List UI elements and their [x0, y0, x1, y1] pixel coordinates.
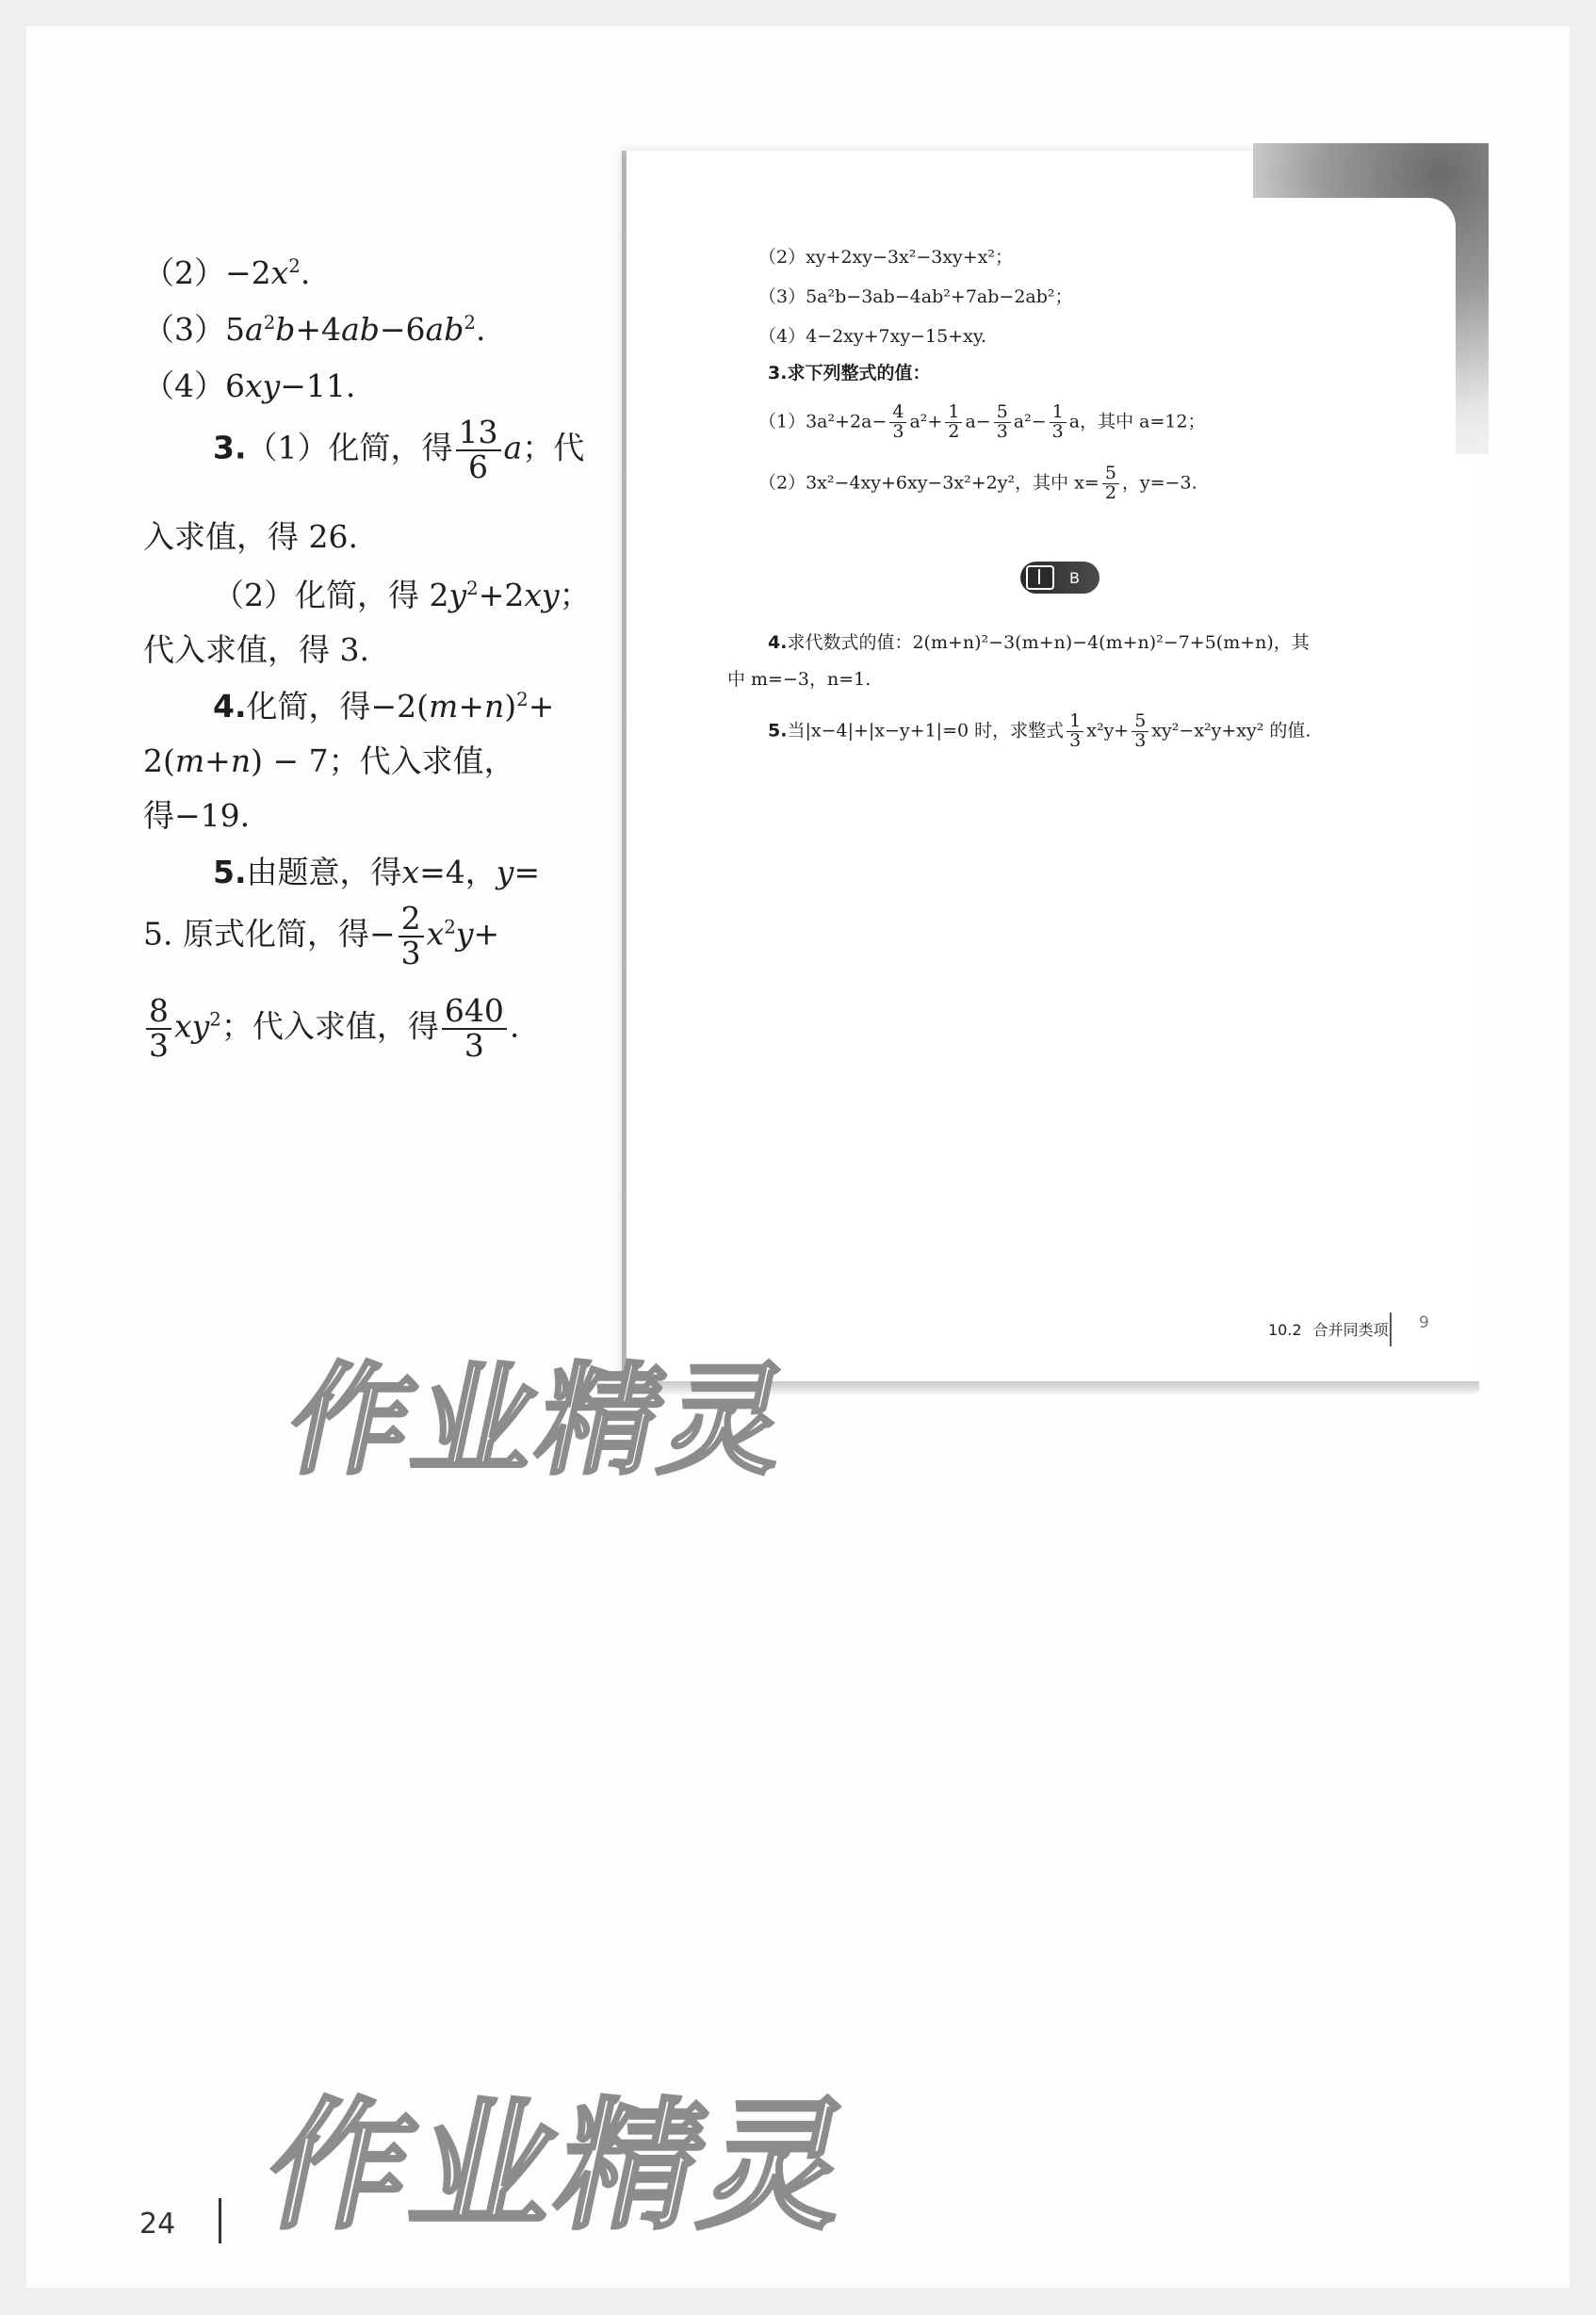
footer-divider	[1390, 1312, 1392, 1346]
answer-3-2: （2）化简，得 $2y^2+2xy$；	[213, 577, 591, 613]
book-icon	[1026, 565, 1054, 590]
watermark-bottom: 作业精灵	[252, 2085, 869, 2249]
answer-5-cont: 5. 原式化简，得− $\frac{2}{3}$ $x^2y+$	[143, 900, 500, 971]
answer-2-4: （4）6xy−11.	[143, 367, 356, 404]
embedded-page-number: 9	[1419, 1313, 1429, 1332]
answer-3-1: 3.（1）化简，得 $\frac{13}{6}$ a；代	[213, 414, 585, 485]
embedded-footer-section: 10.2 合并同类项	[1268, 1321, 1389, 1339]
answer-2-2: $(2)-2x^2$.	[143, 254, 311, 291]
answer-5-result: $\frac{8}{3}$ $xy^2$；代入求值，得 $\frac{640}{3}$ .	[143, 995, 519, 1062]
exercise-2-3: （3）5a²b−3ab−4ab²+7ab−2ab²；	[758, 286, 1073, 307]
page-number-divider	[219, 2198, 221, 2243]
exercise-5: 5.当|x−4|+|x−y+1|=0 时，求整式 $\frac{1}{3}$ x²y+ $\frac{5}{3}$ xy²−x²y+xy² 的值.	[768, 710, 1311, 751]
answer-2-3: $(3)5a^2b+4ab-6ab^2$.	[143, 311, 486, 348]
exercise-2-2: （2）xy+2xy−3x²−3xy+x²；	[758, 247, 1014, 268]
answer-4-result: 得−19.	[143, 797, 251, 834]
exercise-4: 4.求代数式的值：2(m+n)²−3(m+n)−4(m+n)²−7+5(m+n)，其	[768, 632, 1310, 653]
answer-3-1-cont: 入求值，得 26.	[143, 518, 358, 555]
exercise-3-2: （2）3x²−4xy+6xy−3x²+2y²，其中 x= $\frac{5}{2}$ ，y=−3.	[758, 463, 1197, 503]
answer-5: 5.由题意，得x=4，y=	[213, 854, 541, 890]
exercise-4-cont: 中 m=−3，n=1.	[727, 669, 871, 690]
answer-4-cont: 2(m+n) − 7；代入求值，	[143, 742, 515, 779]
answer-4: 4.化简，得$-2(m+n)^2+$	[213, 688, 555, 725]
answer-3-2-cont: 代入求值，得 3.	[143, 631, 369, 668]
exercise-2-4: （4）4−2xy+7xy−15+xy.	[758, 326, 987, 347]
level-b-badge: B	[1020, 562, 1099, 594]
exercise-3-title: 3.求下列整式的值：	[768, 363, 931, 383]
watermark-top: 作业精灵	[276, 1351, 805, 1492]
page-number: 24	[139, 2208, 176, 2241]
exercise-3-1: （1）3a²+2a− $\frac{4}{3}$ a²+ $\frac{1}{2}$ a− $\frac{5}{3}$ a²− $\frac{1}{3}$ a，其中 a=12；	[758, 401, 1206, 442]
